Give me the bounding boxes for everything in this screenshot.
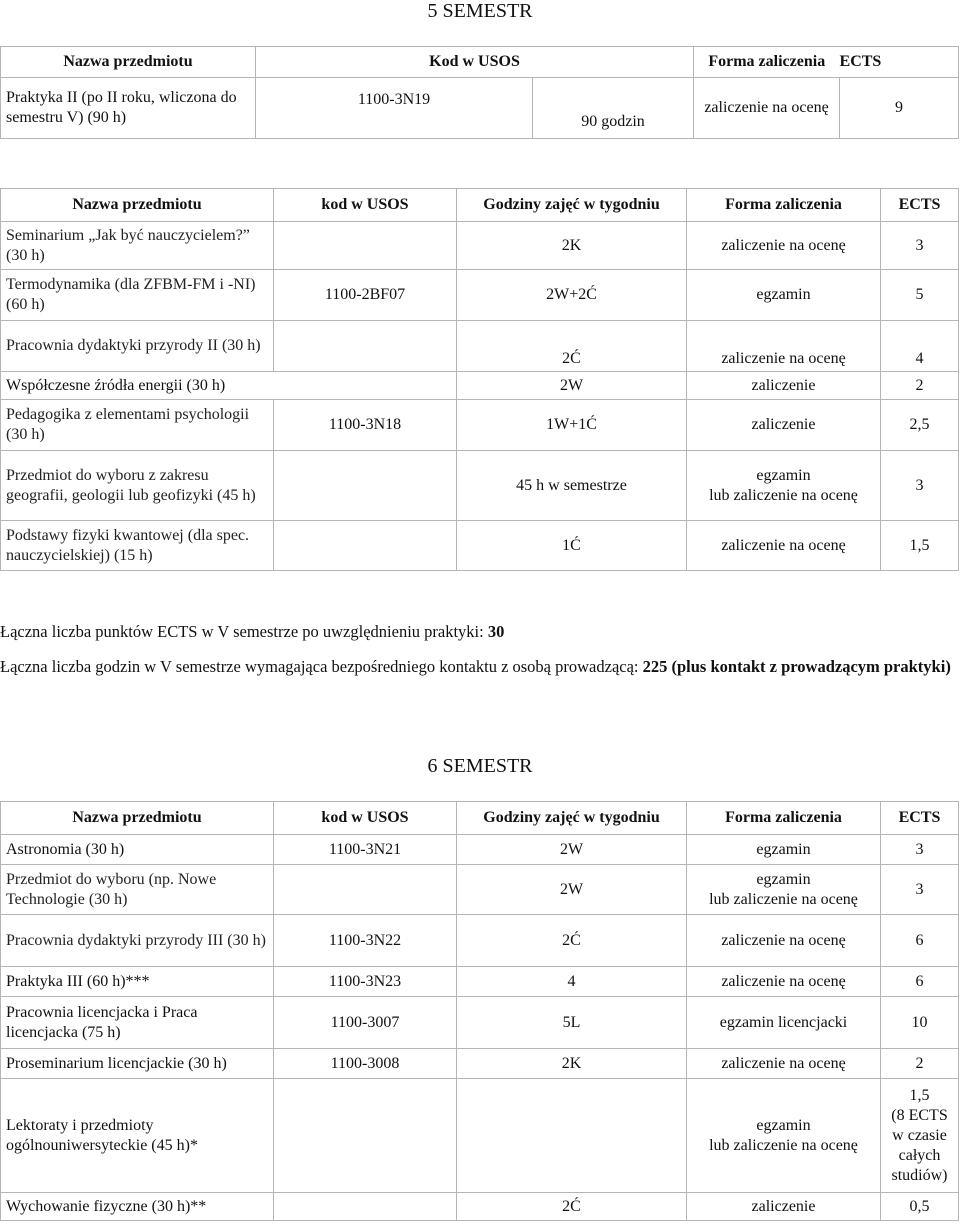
ects-line: całych	[898, 1146, 941, 1164]
table-row	[1, 997, 959, 1049]
table-cell-code: 1100-3N19	[256, 78, 533, 139]
hours-summary-value: 225 (plus kontakt z prowadzącym praktyki)	[642, 657, 951, 676]
table-cell-ects: 6	[881, 915, 959, 967]
table-cell-hours: 2K	[457, 1049, 687, 1079]
table-cell-hours: 2W+2Ć	[457, 270, 687, 321]
table-cell-code: 1100-3N21	[274, 835, 457, 865]
table-row	[1, 222, 959, 270]
table-cell-name: Termodynamika (dla ZFBM-FM i -NI) (60 h)	[1, 270, 274, 321]
table-cell-ects: 3	[881, 865, 959, 915]
table-cell-hours: 90 godzin	[533, 78, 694, 139]
col-header-form: Forma zaliczenia	[687, 802, 881, 835]
table-row	[1, 521, 959, 571]
table-cell-form: zaliczenie na ocenę	[687, 222, 881, 270]
ects-line: studiów)	[891, 1166, 948, 1184]
table-cell-ects: 3	[881, 222, 959, 270]
table-row	[1, 967, 959, 997]
semester-5-practice-table	[0, 46, 959, 139]
semester-5-course-table	[0, 188, 959, 571]
table-row	[1, 451, 959, 521]
table-cell-ects: 4	[881, 321, 959, 372]
table-cell-ects: 2	[881, 372, 959, 400]
col-header-ects: ECTS	[881, 189, 959, 222]
col-header-code: Kod w USOS	[256, 47, 694, 78]
table-cell-name: Przedmiot do wyboru (np. Nowe Technologie (30 h)	[1, 865, 274, 915]
table-cell-ects: 9	[840, 78, 959, 139]
table-cell-name: Proseminarium licencjackie (30 h)	[1, 1049, 274, 1079]
table-cell-ects: 2	[881, 1049, 959, 1079]
table-cell-hours: 45 h w semestrze	[457, 451, 687, 521]
table-cell-form: zaliczenie	[687, 372, 881, 400]
table-cell-name: Praktyka II (po II roku, wliczona do semestru V) (90 h)	[1, 78, 256, 139]
table-cell-form	[687, 865, 881, 915]
table-cell-hours: 2W	[457, 865, 687, 915]
table-cell-code	[274, 451, 457, 521]
table-row	[1, 372, 959, 400]
table-cell-hours: 4	[457, 967, 687, 997]
table-cell-ects: 10	[881, 997, 959, 1049]
col-header-name: Nazwa przedmiotu	[1, 189, 274, 222]
table-cell-code	[274, 865, 457, 915]
table-cell-code	[274, 1079, 457, 1193]
col-header-code: kod w USOS	[274, 802, 457, 835]
table-cell-ects: 1,5	[881, 521, 959, 571]
table-cell-form: zaliczenie na ocenę	[694, 78, 840, 139]
table-cell-hours	[457, 1079, 687, 1193]
table-cell-hours: 2K	[457, 222, 687, 270]
table-cell-form: zaliczenie na ocenę	[687, 321, 881, 372]
ects-line: w czasie	[892, 1126, 947, 1144]
table-cell-hours: 1Ć	[457, 521, 687, 571]
table-cell-form	[687, 451, 881, 521]
table-cell-ects: 0,5	[881, 1193, 959, 1221]
table-cell-form: zaliczenie	[687, 1193, 881, 1221]
table-cell-form: zaliczenie na ocenę	[687, 1049, 881, 1079]
table-cell-code: 1100-3N23	[274, 967, 457, 997]
table-cell-code: 1100-3008	[274, 1049, 457, 1079]
col-header-ects: ECTS	[840, 47, 959, 78]
col-header-form: Forma zaliczenia	[687, 189, 881, 222]
table-cell-ects: 3	[881, 835, 959, 865]
col-header-code: kod w USOS	[274, 189, 457, 222]
table-cell-name: Pracownia dydaktyki przyrody II (30 h)	[1, 321, 274, 372]
table-cell-name: Lektoraty i przedmioty ogólnouniwersyteckie (45 h)*	[1, 1079, 274, 1193]
table-cell-code	[274, 321, 457, 372]
table-cell-form: egzamin	[687, 270, 881, 321]
table-row	[1, 865, 959, 915]
table-cell-name: Seminarium „Jak być nauczycielem?” (30 h)	[1, 222, 274, 270]
semester-6-course-table	[0, 801, 959, 1221]
table-cell-name: Podstawy fizyki kwantowej (dla spec. nauczycielskiej) (15 h)	[1, 521, 274, 571]
ects-line: (8 ECTS	[891, 1106, 948, 1124]
form-option-exam: egzamin	[756, 466, 811, 484]
ects-summary-text: Łączna liczba punktów ECTS w V semestrze po uwzględnieniu praktyki:	[0, 622, 488, 641]
semester-6-title: 6 SEMESTR	[427, 755, 533, 777]
table-cell-code: 1100-3N18	[274, 400, 457, 451]
semester-5-title: 5 SEMESTR	[427, 0, 533, 22]
table-cell-form: zaliczenie na ocenę	[687, 967, 881, 997]
table-cell-code: 1100-3N22	[274, 915, 457, 967]
table-cell-form: zaliczenie na ocenę	[687, 521, 881, 571]
ects-summary-value: 30	[487, 622, 505, 641]
col-header-name: Nazwa przedmiotu	[1, 802, 274, 835]
col-header-ects: ECTS	[881, 802, 959, 835]
table-cell-ects: 2,5	[881, 400, 959, 451]
table-cell-hours: 2W	[457, 372, 687, 400]
table-cell-code	[274, 1193, 457, 1221]
form-option-graded-pass: lub zaliczenie na ocenę	[709, 890, 858, 908]
table-cell-form: egzamin	[687, 835, 881, 865]
hours-summary	[0, 656, 955, 677]
table-cell-ects: 5	[881, 270, 959, 321]
table-row	[1, 270, 959, 321]
table-cell-ects: 6	[881, 967, 959, 997]
table-cell-ects: 3	[881, 451, 959, 521]
table-row	[1, 1049, 959, 1079]
table-cell-code	[274, 521, 457, 571]
table-cell-hours: 2Ć	[457, 321, 687, 372]
table-row	[1, 915, 959, 967]
table-cell-code: 1100-2BF07	[274, 270, 457, 321]
table-cell-name: Wychowanie fizyczne (30 h)**	[1, 1193, 274, 1221]
col-header-form: Forma zaliczenia	[694, 47, 840, 78]
hours-summary-text: Łączna liczba godzin w V semestrze wymagająca bezpośredniego kontaktu z osobą prowadzącą:	[0, 657, 643, 676]
col-header-hours: Godziny zajęć w tygodniu	[457, 802, 687, 835]
form-option-exam: egzamin	[756, 1116, 811, 1134]
table-row	[1, 400, 959, 451]
table-row	[1, 1079, 959, 1193]
form-option-graded-pass: lub zaliczenie na ocenę	[709, 486, 858, 504]
table-cell-name: Astronomia (30 h)	[1, 835, 274, 865]
table-cell-form: zaliczenie	[687, 400, 881, 451]
form-option-exam: egzamin	[756, 870, 811, 888]
table-cell-ects	[881, 1079, 959, 1193]
col-header-hours: Godziny zajęć w tygodniu	[457, 189, 687, 222]
table-cell-form	[687, 1079, 881, 1193]
ects-summary	[0, 621, 955, 642]
table-cell-name: Pracownia licencjacka i Praca licencjacka (75 h)	[1, 997, 274, 1049]
table-cell-code: 1100-3007	[274, 997, 457, 1049]
table-cell-name: Przedmiot do wyboru z zakresu geografii, geologii lub geofizyki (45 h)	[1, 451, 274, 521]
table-cell-hours: 2W	[457, 835, 687, 865]
ects-line: 1,5	[909, 1086, 930, 1104]
table-cell-hours: 1W+1Ć	[457, 400, 687, 451]
table-cell-code	[274, 222, 457, 270]
table-cell-form: zaliczenie na ocenę	[687, 915, 881, 967]
table-cell-name: Pracownia dydaktyki przyrody III (30 h)	[1, 915, 274, 967]
table-cell-hours: 2Ć	[457, 915, 687, 967]
table-cell-form: egzamin licencjacki	[687, 997, 881, 1049]
table-cell-hours: 2Ć	[457, 1193, 687, 1221]
table-cell-name: Praktyka III (60 h)***	[1, 967, 274, 997]
form-option-graded-pass: lub zaliczenie na ocenę	[709, 1136, 858, 1154]
table-row	[1, 835, 959, 865]
table-cell-name: Współczesne źródła energii (30 h)	[1, 372, 457, 400]
table-cell-name: Pedagogika z elementami psychologii (30 h)	[1, 400, 274, 451]
table-cell-hours: 5L	[457, 997, 687, 1049]
table-row	[1, 321, 959, 372]
table-row	[1, 1193, 959, 1221]
col-header-name: Nazwa przedmiotu	[1, 47, 256, 78]
